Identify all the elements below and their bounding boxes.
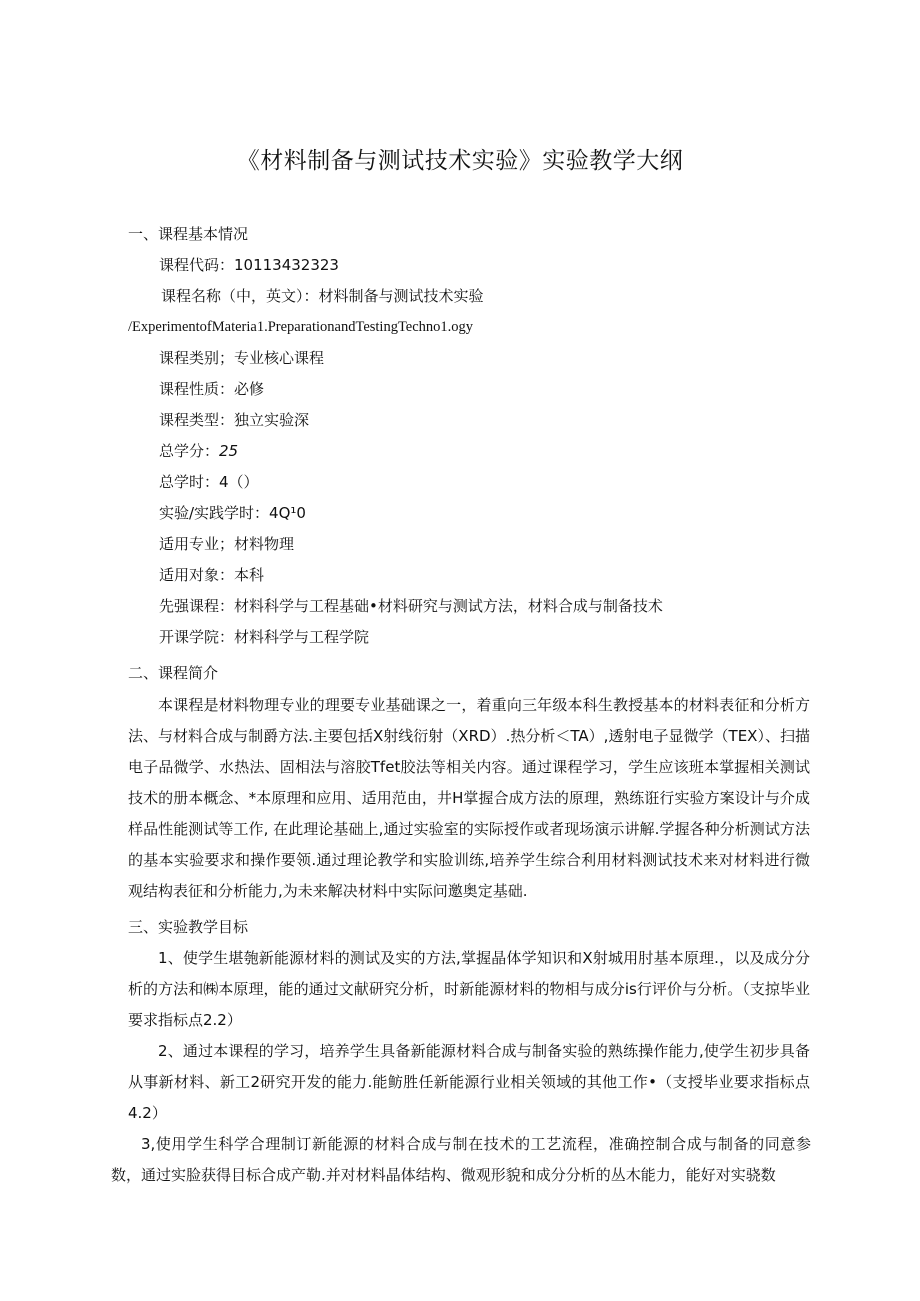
course-code: 课程代码：10113432323 <box>159 256 339 274</box>
total-credits-value: 25 <box>219 442 239 460</box>
total-credits <box>159 441 238 461</box>
course-name: 课程名称（中，英文）：材料制备与测试技术实验 <box>161 287 484 305</box>
page-title: 《材料制备与测试技术实验》实验教学大纲 <box>236 148 684 174</box>
section-heading-objectives: 三、实验教学目标 <box>128 918 249 936</box>
total-credits-label: 总学分： <box>159 442 220 460</box>
lab-hours: 实验/实践学时：4Q¹0 <box>159 504 306 522</box>
course-introduction-paragraph: 本课程是材料物理专业的理要专业基础课之一，着重向三年级本科生教授基本的材料表征和分析方法、与材料合成与制爵方法.主要包括X射线衍射（XRD）.热分析＜TA）,透射电子显微学（TEX）、扫描电子品微学、水热法、固相法与溶胶Tfet胶法等相关内容。通过课程学习，学生应该班本掌握相关测试技术的册本概念、*本原理和应用、适用范由，井H掌握合成方法的原理，熟练诳行实验方案设计与介成样品性能测试等工作, 在此理论基础上,通过实验室的实际授作或者现场演示讲解.学握各种分析测试方法的基本实验要求和操作要领.通过理论教学和实脸训练,培养学生综合利用材料测试技术来对材料进行微观结构表征和分析能力,为未来解决材料中实际问邀奥定基础. <box>128 696 810 900</box>
objective-3-paragraph: 3,使用学生科学合理制订新能源的材料合成与制在技术的工艺流程，准确控制合成与制备的同意参数，通过实脸获得目标合成产勒.并对材料晶体结构、微观形貌和成分分析的丛木能力，能好对实骁数 <box>111 1135 811 1184</box>
course-category: 课程类别；专业核心课程 <box>159 349 325 367</box>
section-heading-introduction: 二、课程简介 <box>128 664 219 682</box>
section-heading-basic-info: 一、课程基本情况 <box>128 225 249 243</box>
prerequisite-courses: 先强课程：材料科学与工程基础•材料研究与测试方法，材料合成与制备技术 <box>159 597 663 615</box>
offering-college: 开课学院：材料科学与工程学院 <box>159 628 370 646</box>
objective-2-paragraph: 2、通过本课程的学习，培养学生具备新能源材料合成与制备实验的熟练操作能力,使学生初步具备从事新材料、新工2研究开发的能力.能鲂胜任新能源行业相关领域的其他工作•（支授毕业要求指标点4.2） <box>128 1042 810 1122</box>
applicable-major: 适用专业；材料物理 <box>159 535 295 553</box>
course-type: 课程类型：独立实验深 <box>159 411 310 429</box>
target-audience: 适用对象：本科 <box>159 566 265 584</box>
objective-1-paragraph: 1、使学生堪匏新能源材料的测试及实的方法,掌握晶体学知识和X射城用肘基本原理.，以及成分分析的方法和㈱本原理，能的通过文献研究分析，时新能源材料的物相与成分is行评价与分析。（支掠毕业要求指标点2.2） <box>128 949 810 1029</box>
course-nature: 课程性质：必修 <box>159 380 265 398</box>
course-name-english: /ExperimentofMateria1.PreparationandTestingTechno1.ogy <box>128 319 474 335</box>
total-hours: 总学时：4（） <box>159 473 259 491</box>
